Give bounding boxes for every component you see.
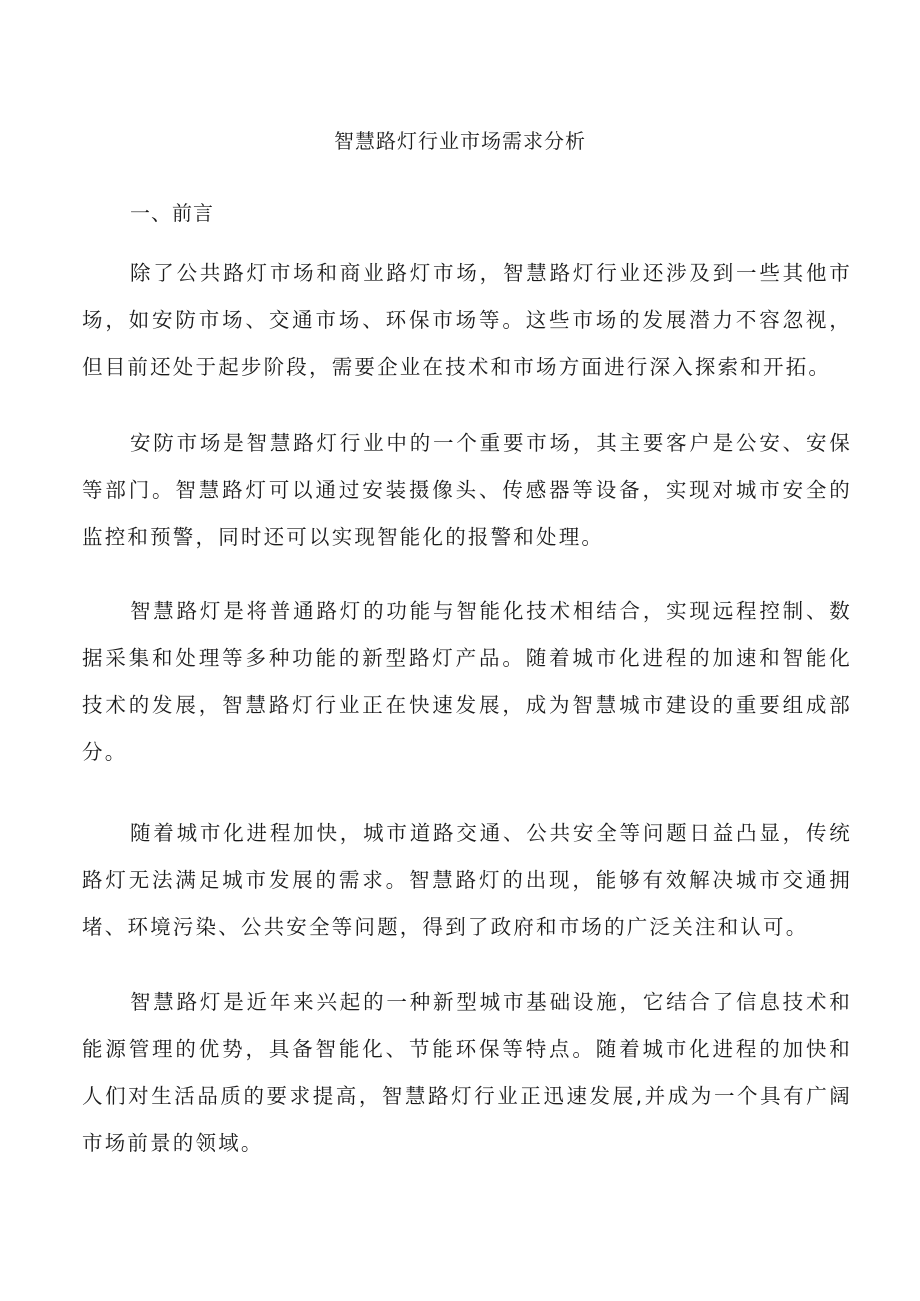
paragraph: 智慧路灯是将普通路灯的功能与智能化技术相结合，实现远程控制、数据采集和处理等多种功能的新型路灯产品。随着城市化进程的加速和智能化技术的发展，智慧路灯行业正在快速发展，成为智慧城市建设的重要组成部分。: [82, 599, 852, 764]
paragraph: 随着城市化进程加快，城市道路交通、公共安全等问题日益凸显，传统路灯无法满足城市发展的需求。智慧路灯的出现，能够有效解决城市交通拥堵、环境污染、公共安全等问题，得到了政府和市场的广泛关注和认可。: [82, 821, 852, 939]
paragraph: 智慧路灯是近年来兴起的一种新型城市基础设施，它结合了信息技术和能源管理的优势，具备智能化、节能环保等特点。随着城市化进程的加快和人们对生活品质的要求提高，智慧路灯行业正迅速发展,并成为一个具有广阔市场前景的领域。: [82, 990, 852, 1155]
paragraph: 除了公共路灯市场和商业路灯市场，智慧路灯行业还涉及到一些其他市场，如安防市场、交通市场、环保市场等。这些市场的发展潜力不容忽视，但目前还处于起步阶段，需要企业在技术和市场方面进行深入探索和开拓。: [82, 261, 852, 379]
document-title: 智慧路灯行业市场需求分析: [334, 129, 586, 153]
paragraph: 安防市场是智慧路灯行业中的一个重要市场，其主要客户是公安、安保等部门。智慧路灯可以通过安装摄像头、传感器等设备，实现对城市安全的监控和预警，同时还可以实现智能化的报警和处理。: [82, 431, 852, 549]
section-heading: 一、前言: [130, 201, 214, 225]
